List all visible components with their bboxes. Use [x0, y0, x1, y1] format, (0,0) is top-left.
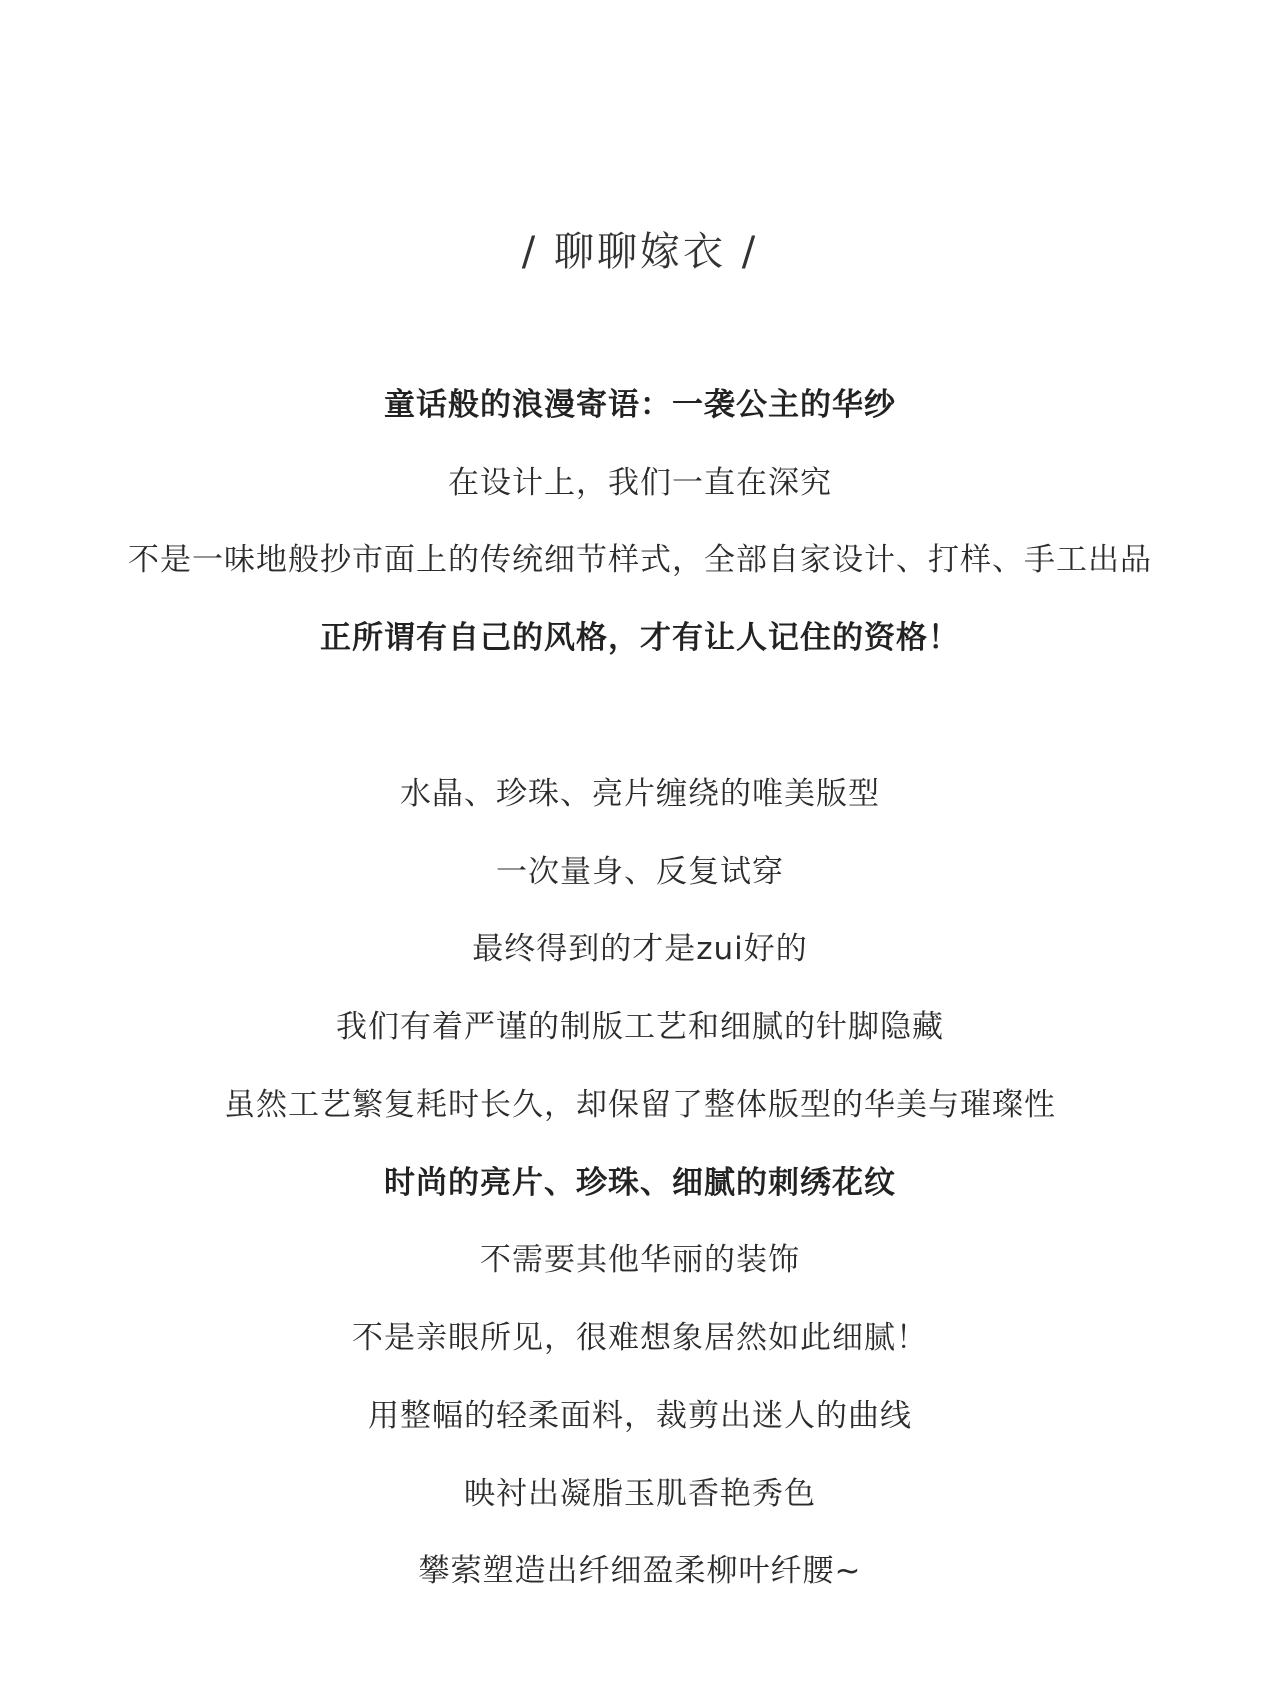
- highlight-line: 时尚的亮片、珍珠、细腻的刺绣花纹: [384, 1165, 896, 1201]
- text-line: 虽然工艺繁复耗时长久，却保留了整体版型的华美与璀璨性: [224, 1087, 1056, 1123]
- text-line: 不需要其他华丽的装饰: [480, 1242, 800, 1278]
- text-line: 最终得到的才是zui好的: [472, 931, 808, 967]
- page-title: / 聊聊嫁衣 /: [521, 229, 759, 275]
- text-line: 不是一味地般抄市面上的传统细节样式，全部自家设计、打样、手工出品: [128, 542, 1152, 578]
- text-line: 在设计上，我们一直在深究: [448, 465, 832, 501]
- highlight-line: 正所谓有自己的风格，才有让人记住的资格！: [320, 620, 960, 656]
- text-line: 用整幅的轻柔面料，裁剪出迷人的曲线: [368, 1398, 912, 1434]
- text-line: 映衬出凝脂玉肌香艳秀色: [464, 1476, 816, 1512]
- text-line: 我们有着严谨的制版工艺和细腻的针脚隐藏: [336, 1009, 944, 1045]
- text-line: 一次量身、反复试穿: [496, 854, 784, 890]
- text-line: 水晶、珍珠、亮片缠绕的唯美版型: [400, 776, 880, 812]
- text-line: 攀萦塑造出纤细盈柔柳叶纤腰~: [418, 1553, 862, 1589]
- section-heading: 童话般的浪漫寄语：一袭公主的华纱: [384, 387, 896, 423]
- text-line: 不是亲眼所见，很难想象居然如此细腻！: [352, 1320, 928, 1356]
